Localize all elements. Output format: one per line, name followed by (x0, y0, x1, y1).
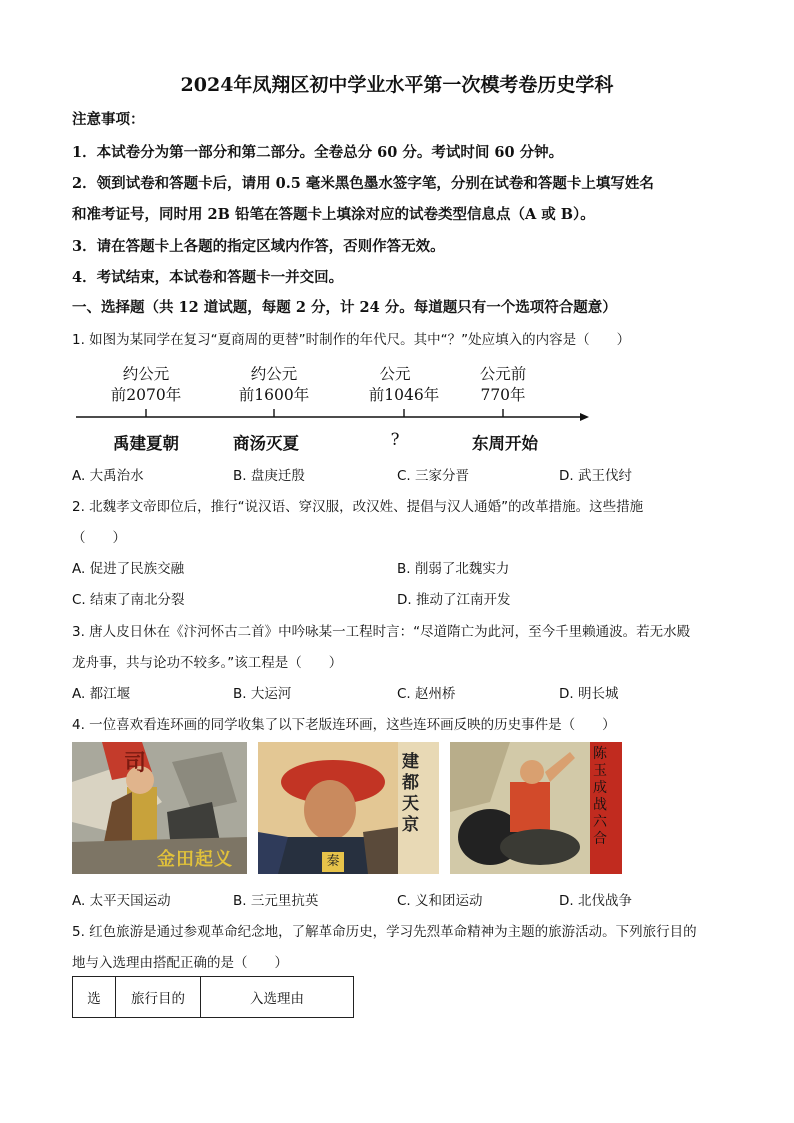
q3-option-d: D. 明长城 (559, 686, 619, 702)
timeline-event-3: ? (390, 430, 400, 449)
q1-option-a: A. 大禹治水 (72, 468, 144, 484)
table-row (73, 977, 354, 1018)
table-header-cell: 旅行目的 (116, 977, 201, 1018)
timeline-event-2: 商汤灭夏 (233, 434, 299, 453)
comic-jintian-uprising (72, 742, 247, 874)
question-2-stem: 2. 北魏孝文帝即位后，推行“说汉语、穿汉服，改汉姓、提倡与汉人通婚”的改革措施。这些措施 (72, 499, 644, 515)
question-1-stem: 1. 如图为某同学在复习“夏商周的更替”时制作的年代尺。其中“？”处应填入的内容是（ ） (72, 332, 631, 348)
q4-option-d: D. 北伐战争 (559, 893, 632, 909)
q2-option-d: D. 推动了江南开发 (397, 592, 511, 608)
q3-option-a: A. 都江堰 (72, 686, 131, 702)
question-3-stem: 3. 唐人皮日休在《汴河怀古二首》中吟咏某一工程时言：“尽道隋亡为此河，至今千里赖通波。若无水殿 (72, 624, 691, 640)
timeline-date-1-line1: 约公元 (122, 365, 170, 383)
q5-table (72, 976, 354, 1018)
question-3-stem-cont: 龙舟事，共与论功不较多。”该工程是（ ） (72, 655, 343, 671)
notice-item: 2．领到试卷和答题卡后，请用 0.5 毫米黑色墨水签字笔，分别在试卷和答题卡上填写姓名 (72, 175, 654, 192)
q4-option-c: C. 义和团运动 (397, 893, 483, 909)
q3-option-b: B. 大运河 (233, 686, 292, 702)
q2-option-a: A. 促进了民族交融 (72, 561, 185, 577)
comic-2-badge: 秦 (322, 852, 344, 872)
question-4-stem: 4. 一位喜欢看连环画的同学收集了以下老版连环画，这些连环画反映的历史事件是（ ） (72, 717, 616, 733)
q1-option-c: C. 三家分晋 (397, 468, 470, 484)
comic-capital-tianjing (258, 742, 439, 874)
notice-heading: 注意事项： (72, 111, 145, 128)
q2-option-b: B. 削弱了北魏实力 (397, 561, 510, 577)
notice-item: 和准考证号，同时用 2B 铅笔在答题卡上填涂对应的试卷类型信息点（A 或 B）。 (72, 206, 595, 223)
comic-3-caption: 陈玉成战六合 (593, 746, 607, 847)
timeline-date-4-line2: 770年 (480, 386, 526, 404)
timeline-date-4-line1: 公元前 (479, 365, 527, 383)
timeline-event-4: 东周开始 (472, 434, 538, 453)
table-header-cell: 选 (73, 977, 116, 1018)
timeline-date-2-line1: 约公元 (250, 365, 298, 383)
notice-item: 3．请在答题卡上各题的指定区域内作答，否则作答无效。 (72, 238, 445, 255)
timeline-event-1: 禹建夏朝 (113, 434, 179, 453)
notice-item: 4．考试结束，本试卷和答题卡一并交回。 (72, 269, 344, 286)
question-5-stem: 5. 红色旅游是通过参观革命纪念地，了解革命历史，学习先烈革命精神为主题的旅游活动。下列旅行目的 (72, 924, 697, 940)
comic-1-flag-text: 司 (124, 751, 147, 776)
timeline-date-2-line2: 前1600年 (238, 386, 310, 404)
page-title: 2024年凤翔区初中学业水平第一次模考卷历史学科 (180, 74, 614, 96)
q4-option-a: A. 太平天国运动 (72, 893, 171, 909)
comic-chen-yucheng (450, 742, 622, 874)
notice-item: 1．本试卷分为第一部分和第二部分。全卷总分 60 分。考试时间 60 分钟。 (72, 144, 564, 161)
q3-option-c: C. 赵州桥 (397, 686, 456, 702)
question-2-stem-cont: （ ） (72, 530, 126, 546)
timeline-axis (70, 400, 590, 426)
table-header-cell: 入选理由 (201, 977, 354, 1018)
question-5-stem-cont: 地与入选理由搭配正确的是（ ） (72, 955, 288, 971)
q4-option-b: B. 三元里抗英 (233, 893, 319, 909)
timeline-date-3-line1: 公元 (379, 365, 411, 383)
comic-1-caption: 金田起义 (157, 849, 233, 870)
q1-option-d: D. 武王伐纣 (559, 468, 632, 484)
timeline-date-1-line2: 前2070年 (110, 386, 182, 404)
timeline-date-3-line2: 前1046年 (368, 386, 440, 404)
q1-option-b: B. 盘庚迁殷 (233, 468, 305, 484)
q2-option-c: C. 结束了南北分裂 (72, 592, 185, 608)
comic-2-caption: 建都天京 (402, 752, 419, 835)
section-heading: 一、选择题（共 12 道试题，每题 2 分，计 24 分。每道题只有一个选项符合题意） (72, 299, 617, 316)
